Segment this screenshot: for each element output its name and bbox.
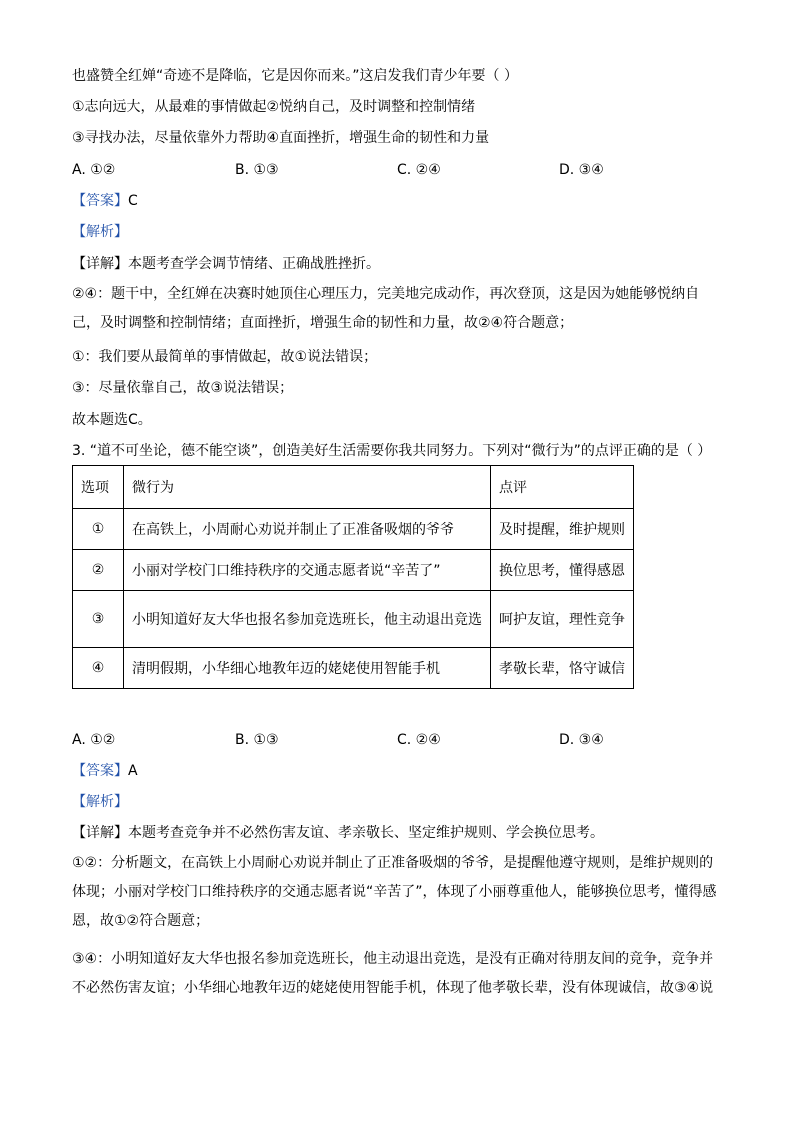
table-cell-comment: 孝敬长辈，恪守诚信 [491,648,634,689]
q2-analysis-label: 【解析】 [72,224,128,240]
q3-option-b: B. ①③ [235,732,279,748]
q2-item-line-1: ①志向远大，从最难的事情做起②悦纳自己，及时调整和控制情绪 [72,99,476,115]
q3-detail-text: 本题考查竞争并不必然伤害友谊、孝亲敬长、坚定维护规则、学会换位思考。 [128,825,604,841]
q2-option-d: D. ③④ [559,162,604,178]
q3-option-c: C. ②④ [397,732,441,748]
q2-answer-value: C [128,193,138,209]
q2-stem-tail: 也盛赞全红婵“奇迹不是降临，它是因你而来。”这启发我们青少年要（ ） [72,68,518,84]
q2-option-c: C. ②④ [397,162,441,178]
table-header-option: 选项 [73,466,124,509]
q3-answer-value: A [128,763,138,779]
table-cell-behavior: 小明知道好友大华也报名参加竞选班长，他主动退出竞选 [124,591,491,648]
table-header-comment: 点评 [491,466,634,509]
q2-detail-text: 本题考查学会调节情绪、正确战胜挫折。 [128,256,380,272]
q2-paragraph-4: 故本题选C。 [72,412,152,428]
q2-paragraph-1: ②④：题干中，全红婵在决赛时她顶住心理压力，完美地完成动作，再次登顶，这是因为她能够悦纳自己，及时调整和控制情绪；直面挫折，增强生命的韧性和力量，故②④符合题意； [72,286,700,331]
table-cell-option: ① [73,509,124,550]
q3-option-a: A. ①② [72,732,116,748]
q3-analysis-label: 【解析】 [72,794,128,810]
q2-option-a: A. ①② [72,162,116,178]
table-cell-behavior: 小丽对学校门口维持秩序的交通志愿者说“辛苦了” [124,550,491,591]
table-cell-comment: 呵护友谊，理性竞争 [491,591,634,648]
q3-answer [72,761,138,781]
table-cell-comment: 换位思考，懂得感恩 [491,550,634,591]
q2-option-b: B. ①③ [235,162,279,178]
q2-detail [72,254,380,274]
q3-stem: 3. “道不可坐论，德不能空谈”，创造美好生活需要你我共同努力。下列对“微行为”的点评正确的是（ ） [72,443,712,459]
table-cell-option: ② [73,550,124,591]
table-row [73,648,634,689]
table-header-behavior: 微行为 [124,466,491,509]
q2-paragraph-3: ③：尽量依靠自己，故③说法错误； [72,380,294,396]
q3-detail-label: 【详解】 [72,825,128,841]
q3-detail [72,823,604,843]
table-row [73,509,634,550]
q2-paragraph-2: ①：我们要从最简单的事情做起，故①说法错误； [72,349,378,365]
q3-answer-label: 【答案】 [72,763,128,779]
q2-answer [72,191,138,211]
table-cell-comment: 及时提醒，维护规则 [491,509,634,550]
table-header-row [73,466,634,509]
table-row [73,591,634,648]
table-cell-option: ③ [73,591,124,648]
table-cell-behavior: 在高铁上，小周耐心劝说并制止了正准备吸烟的爷爷 [124,509,491,550]
q3-option-d: D. ③④ [559,732,604,748]
q3-paragraph-1: ①②：分析题文，在高铁上小周耐心劝说并制止了正准备吸烟的爷爷，是提醒他遵守规则，是维护规则的体现；小丽对学校门口维持秩序的交通志愿者说“辛苦了”，体现了小丽尊重他人，能够换位思考，懂得感恩，故①②符合题意； [72,855,717,929]
q3-paragraph-2: ③④：小明知道好友大华也报名参加竞选班长，他主动退出竞选，是没有正确对待朋友间的竞争，竞争并不必然伤害友谊；小华细心地教年迈的姥姥使用智能手机，体现了他孝敬长辈，没有体现诚信，故③④说 [72,951,714,996]
table-row [73,550,634,591]
table-cell-option: ④ [73,648,124,689]
q2-detail-label: 【详解】 [72,256,128,272]
q2-answer-label: 【答案】 [72,193,128,209]
q3-table [72,465,634,689]
table-cell-behavior: 清明假期，小华细心地教年迈的姥姥使用智能手机 [124,648,491,689]
q2-item-line-2: ③寻找办法，尽量依靠外力帮助④直面挫折，增强生命的韧性和力量 [72,130,490,146]
